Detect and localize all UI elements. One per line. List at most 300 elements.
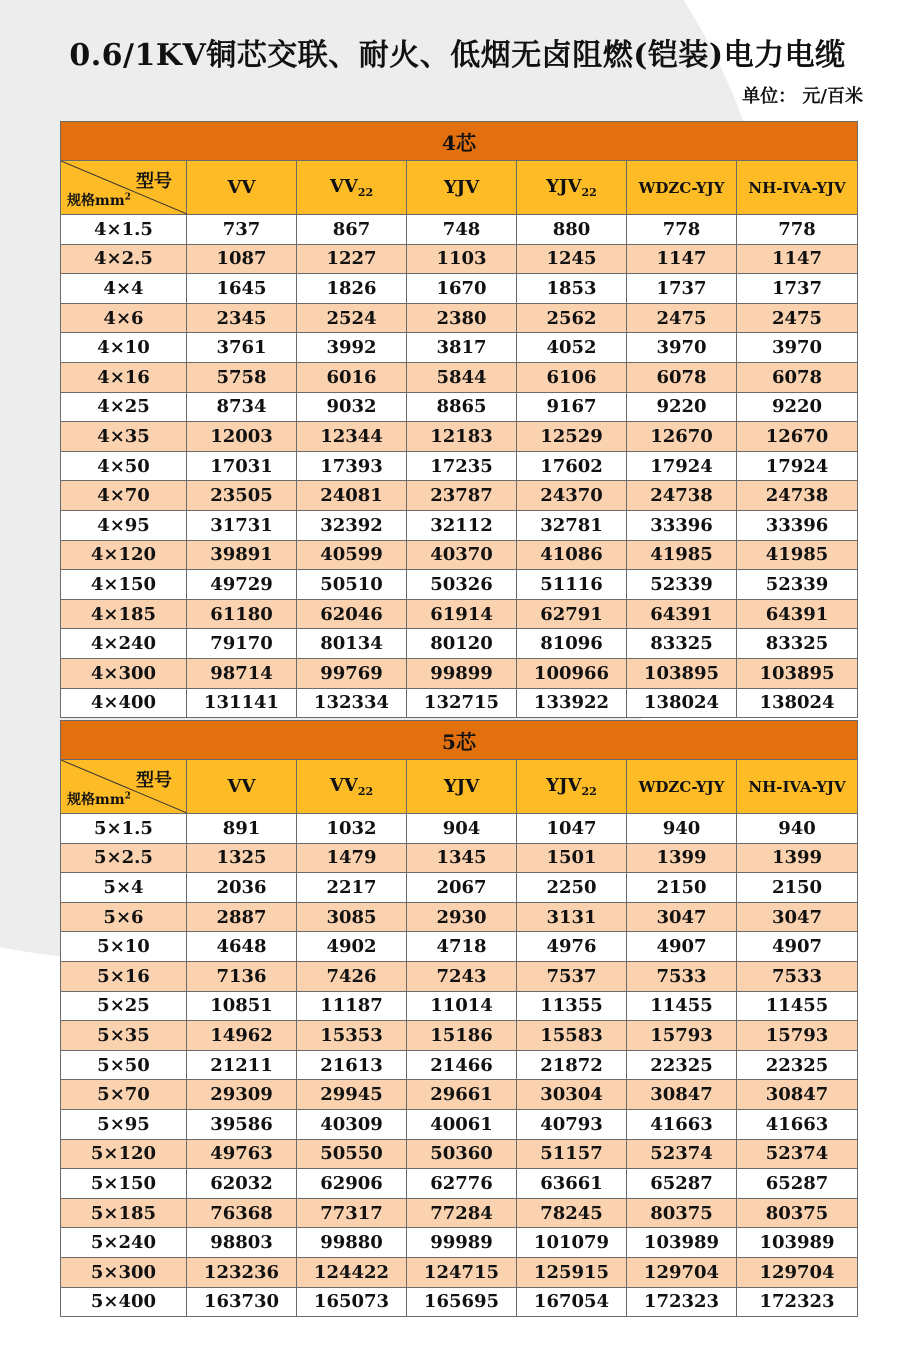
price-cell: 9167 [517,392,627,422]
column-header-name: NH-IVA-YJV [748,777,846,796]
price-cell: 99769 [297,658,407,688]
spec-label [67,789,131,809]
column-header-row [61,760,858,814]
column-header [737,161,858,215]
price-cell: 30847 [737,1080,858,1110]
column-header [627,161,737,215]
price-cell: 41985 [737,540,858,570]
price-cell: 10851 [187,991,297,1021]
price-cell: 12529 [517,422,627,452]
column-header-name: YJV [546,176,582,197]
column-header-name: VV [227,776,256,797]
table-row [61,422,858,452]
spec-cell: 5×10 [61,932,187,962]
price-cell: 778 [627,215,737,245]
column-header-name: VV [329,775,358,796]
price-cell: 2345 [187,303,297,333]
price-cell: 1047 [517,814,627,844]
price-cell: 98714 [187,658,297,688]
price-cell: 131141 [187,688,297,718]
price-cell: 2380 [407,303,517,333]
price-cell: 101079 [517,1228,627,1258]
price-cell: 17924 [627,451,737,481]
price-cell: 29309 [187,1080,297,1110]
price-cell: 62776 [407,1169,517,1199]
price-cell: 52339 [737,570,858,600]
spec-cell: 5×120 [61,1139,187,1169]
price-cell: 78245 [517,1198,627,1228]
price-cell: 41663 [627,1109,737,1139]
price-cell: 22325 [627,1050,737,1080]
price-cell: 138024 [737,688,858,718]
spec-label-sup: 2 [124,192,131,203]
price-cell: 2562 [517,303,627,333]
spec-cell: 5×16 [61,961,187,991]
price-cell: 1737 [627,274,737,304]
price-cell: 52374 [627,1139,737,1169]
table-row [61,570,858,600]
table-row [61,902,858,932]
table-row [61,873,858,903]
column-header-name: WDZC-YJY [638,178,725,197]
price-cell: 6106 [517,362,627,392]
table-row [61,629,858,659]
spec-cell: 4×185 [61,599,187,629]
price-cell: 61180 [187,599,297,629]
table-row [61,303,858,333]
table-row [61,244,858,274]
column-header [407,161,517,215]
price-cell: 129704 [737,1257,858,1287]
price-cell: 2036 [187,873,297,903]
spec-cell: 5×35 [61,1021,187,1051]
price-cell: 103895 [627,658,737,688]
spec-cell: 4×6 [61,303,187,333]
price-cell: 17235 [407,451,517,481]
price-table-5-core [60,720,858,1317]
price-cell: 172323 [737,1287,858,1317]
price-cell: 52339 [627,570,737,600]
price-cell: 4902 [297,932,407,962]
price-table-4-core [60,121,858,718]
price-cell: 3970 [627,333,737,363]
price-cell: 50326 [407,570,517,600]
table-row [61,814,858,844]
table-row [61,843,858,873]
section-header-row [61,122,858,161]
table-row [61,1169,858,1199]
price-cell: 11014 [407,991,517,1021]
column-header [187,760,297,814]
spec-cell: 4×70 [61,481,187,511]
price-cell: 12670 [627,422,737,452]
price-cell: 11455 [737,991,858,1021]
price-cell: 100966 [517,658,627,688]
price-cell: 33396 [627,510,737,540]
table-row [61,599,858,629]
price-cell: 132715 [407,688,517,718]
column-header-subscript: 22 [357,785,374,798]
column-header-subscript: 22 [357,186,374,199]
price-cell: 4648 [187,932,297,962]
model-label: 型号 [136,171,172,192]
price-cell: 83325 [627,629,737,659]
price-cell: 65287 [737,1169,858,1199]
price-cell: 83325 [737,629,858,659]
spec-cell: 4×120 [61,540,187,570]
price-cell: 9032 [297,392,407,422]
price-cell: 50510 [297,570,407,600]
price-cell: 1227 [297,244,407,274]
table-row [61,215,858,245]
column-header-name: YJV [443,776,480,797]
price-cell: 7243 [407,961,517,991]
price-cell: 138024 [627,688,737,718]
price-cell: 2067 [407,873,517,903]
price-cell: 65287 [627,1169,737,1199]
price-cell: 39586 [187,1109,297,1139]
table-row [61,1050,858,1080]
price-cell: 39891 [187,540,297,570]
price-cell: 17393 [297,451,407,481]
table-row [61,540,858,570]
spec-label-text: 规格mm [67,792,125,808]
column-header [627,760,737,814]
table-row [61,362,858,392]
spec-cell: 5×185 [61,1198,187,1228]
price-cell: 22325 [737,1050,858,1080]
price-cell: 2887 [187,902,297,932]
price-cell: 50360 [407,1139,517,1169]
price-cell: 5758 [187,362,297,392]
price-cell: 124715 [407,1257,517,1287]
price-cell: 40370 [407,540,517,570]
price-cell: 23787 [407,481,517,511]
spec-cell: 4×10 [61,333,187,363]
spec-cell: 5×6 [61,902,187,932]
diagonal-header-cell [61,760,187,814]
price-cell: 51116 [517,570,627,600]
price-cell: 62046 [297,599,407,629]
price-cell: 30304 [517,1080,627,1110]
spec-cell: 5×150 [61,1169,187,1199]
table-body [61,215,858,718]
spec-cell: 5×300 [61,1257,187,1287]
price-cell: 6078 [627,362,737,392]
price-cell: 1345 [407,843,517,873]
table-row [61,1257,858,1287]
diagonal-header-cell [61,161,187,215]
table-row [61,1198,858,1228]
price-cell: 2250 [517,873,627,903]
price-cell: 17031 [187,451,297,481]
price-cell: 3970 [737,333,858,363]
price-cell: 30847 [627,1080,737,1110]
price-cell: 880 [517,215,627,245]
price-cell: 103989 [737,1228,858,1258]
price-cell: 129704 [627,1257,737,1287]
price-cell: 50550 [297,1139,407,1169]
price-cell: 32781 [517,510,627,540]
price-cell: 6016 [297,362,407,392]
price-cell: 1826 [297,274,407,304]
column-header [297,760,407,814]
price-cell: 891 [187,814,297,844]
price-cell: 2475 [627,303,737,333]
table-row [61,333,858,363]
table-row [61,688,858,718]
column-header [517,161,627,215]
price-cell: 15583 [517,1021,627,1051]
price-cell: 3131 [517,902,627,932]
table-row [61,1228,858,1258]
price-cell: 163730 [187,1287,297,1317]
price-cell: 2524 [297,303,407,333]
price-cell: 1245 [517,244,627,274]
price-cell: 9220 [737,392,858,422]
price-cell: 124422 [297,1257,407,1287]
spec-cell: 4×300 [61,658,187,688]
price-cell: 17924 [737,451,858,481]
table-row [61,481,858,511]
price-cell: 23505 [187,481,297,511]
price-cell: 3992 [297,333,407,363]
price-cell: 4718 [407,932,517,962]
price-cell: 11355 [517,991,627,1021]
column-header [187,161,297,215]
unit-label: 单位： 元/百米 [742,86,863,107]
spec-cell: 4×2.5 [61,244,187,274]
spec-cell: 4×95 [61,510,187,540]
price-cell: 15793 [737,1021,858,1051]
column-header-name: WDZC-YJY [638,777,725,796]
price-cell: 21211 [187,1050,297,1080]
price-cell: 11187 [297,991,407,1021]
table-row [61,961,858,991]
price-cell: 33396 [737,510,858,540]
price-cell: 1853 [517,274,627,304]
price-cell: 29661 [407,1080,517,1110]
column-header-name: NH-IVA-YJV [748,178,846,197]
price-cell: 1032 [297,814,407,844]
price-cell: 133922 [517,688,627,718]
price-cell: 1147 [737,244,858,274]
price-cell: 9220 [627,392,737,422]
table-row [61,932,858,962]
price-cell: 29945 [297,1080,407,1110]
price-cell: 103989 [627,1228,737,1258]
price-cell: 49763 [187,1139,297,1169]
column-header-row [61,161,858,215]
spec-cell: 4×16 [61,362,187,392]
spec-cell: 4×240 [61,629,187,659]
model-label: 型号 [136,770,172,791]
price-cell: 7426 [297,961,407,991]
price-cell: 4907 [737,932,858,962]
column-header [297,161,407,215]
price-cell: 32392 [297,510,407,540]
price-cell: 132334 [297,688,407,718]
price-cell: 49729 [187,570,297,600]
price-cell: 64391 [627,599,737,629]
price-cell: 2150 [627,873,737,903]
price-cell: 12003 [187,422,297,452]
price-cell: 15186 [407,1021,517,1051]
table-row [61,451,858,481]
price-cell: 172323 [627,1287,737,1317]
spec-cell: 5×95 [61,1109,187,1139]
price-cell: 7533 [627,961,737,991]
table-row [61,1287,858,1317]
section-header-row [61,721,858,760]
price-cell: 1670 [407,274,517,304]
table-row [61,1109,858,1139]
price-cell: 24370 [517,481,627,511]
price-cell: 41663 [737,1109,858,1139]
price-cell: 21466 [407,1050,517,1080]
price-cell: 12183 [407,422,517,452]
price-cell: 62791 [517,599,627,629]
price-cell: 31731 [187,510,297,540]
price-cell: 41086 [517,540,627,570]
table-row [61,658,858,688]
price-cell: 3761 [187,333,297,363]
price-cell: 165695 [407,1287,517,1317]
price-cell: 24081 [297,481,407,511]
table-row [61,1021,858,1051]
price-cell: 61914 [407,599,517,629]
price-cell: 1501 [517,843,627,873]
column-header-name: VV [329,176,358,197]
price-cell: 1737 [737,274,858,304]
spec-cell: 5×70 [61,1080,187,1110]
price-cell: 2475 [737,303,858,333]
price-cell: 64391 [737,599,858,629]
price-cell: 778 [737,215,858,245]
page-title: 0.6/1KV铜芯交联、耐火、低烟无卤阻燃(铠装)电力电缆 [69,38,846,73]
price-cell: 1645 [187,274,297,304]
price-cell: 867 [297,215,407,245]
price-cell: 40309 [297,1109,407,1139]
section-title: 4芯 [61,122,858,161]
price-cell: 167054 [517,1287,627,1317]
price-cell: 1325 [187,843,297,873]
price-cell: 1087 [187,244,297,274]
price-cell: 940 [737,814,858,844]
price-cell: 21613 [297,1050,407,1080]
spec-label [67,190,131,210]
price-cell: 81096 [517,629,627,659]
price-cell: 51157 [517,1139,627,1169]
price-cell: 2150 [737,873,858,903]
price-cell: 99880 [297,1228,407,1258]
price-cell: 3085 [297,902,407,932]
price-cell: 8865 [407,392,517,422]
table-row [61,392,858,422]
price-cell: 3817 [407,333,517,363]
price-cell: 7136 [187,961,297,991]
price-cell: 17602 [517,451,627,481]
spec-cell: 4×35 [61,422,187,452]
price-cell: 14962 [187,1021,297,1051]
price-cell: 1479 [297,843,407,873]
price-cell: 1399 [627,843,737,873]
column-header-subscript: 22 [581,785,597,798]
column-header [737,760,858,814]
price-cell: 80134 [297,629,407,659]
table-row [61,510,858,540]
price-cell: 98803 [187,1228,297,1258]
price-cell: 4976 [517,932,627,962]
price-cell: 123236 [187,1257,297,1287]
column-header-name: YJV [546,775,582,796]
price-cell: 21872 [517,1050,627,1080]
price-cell: 15793 [627,1021,737,1051]
price-cell: 2217 [297,873,407,903]
price-cell: 79170 [187,629,297,659]
price-cell: 904 [407,814,517,844]
price-cell: 32112 [407,510,517,540]
price-cell: 40061 [407,1109,517,1139]
spec-cell: 4×1.5 [61,215,187,245]
spec-cell: 5×400 [61,1287,187,1317]
table-row [61,274,858,304]
price-cell: 99989 [407,1228,517,1258]
price-cell: 63661 [517,1169,627,1199]
price-cell: 4052 [517,333,627,363]
price-cell: 12670 [737,422,858,452]
table-row [61,1080,858,1110]
column-header [407,760,517,814]
price-cell: 737 [187,215,297,245]
price-cell: 80375 [737,1198,858,1228]
price-cell: 40793 [517,1109,627,1139]
price-cell: 99899 [407,658,517,688]
price-cell: 11455 [627,991,737,1021]
price-cell: 5844 [407,362,517,392]
price-cell: 748 [407,215,517,245]
spec-cell: 5×1.5 [61,814,187,844]
price-cell: 1399 [737,843,858,873]
price-cell: 41985 [627,540,737,570]
price-cell: 80375 [627,1198,737,1228]
spec-label-sup: 2 [124,791,131,802]
price-cell: 7533 [737,961,858,991]
price-cell: 1147 [627,244,737,274]
spec-label-text: 规格mm [67,193,125,209]
price-cell: 6078 [737,362,858,392]
price-cell: 40599 [297,540,407,570]
spec-cell: 4×4 [61,274,187,304]
price-cell: 125915 [517,1257,627,1287]
price-cell: 76368 [187,1198,297,1228]
price-cell: 24738 [627,481,737,511]
spec-cell: 4×25 [61,392,187,422]
column-header [517,760,627,814]
price-cell: 940 [627,814,737,844]
price-cell: 3047 [737,902,858,932]
price-cell: 52374 [737,1139,858,1169]
spec-cell: 4×50 [61,451,187,481]
price-cell: 24738 [737,481,858,511]
spec-cell: 5×4 [61,873,187,903]
price-cell: 103895 [737,658,858,688]
table-row [61,1139,858,1169]
section-title: 5芯 [61,721,858,760]
price-cell: 12344 [297,422,407,452]
column-header-name: VV [227,177,256,198]
price-cell: 7537 [517,961,627,991]
